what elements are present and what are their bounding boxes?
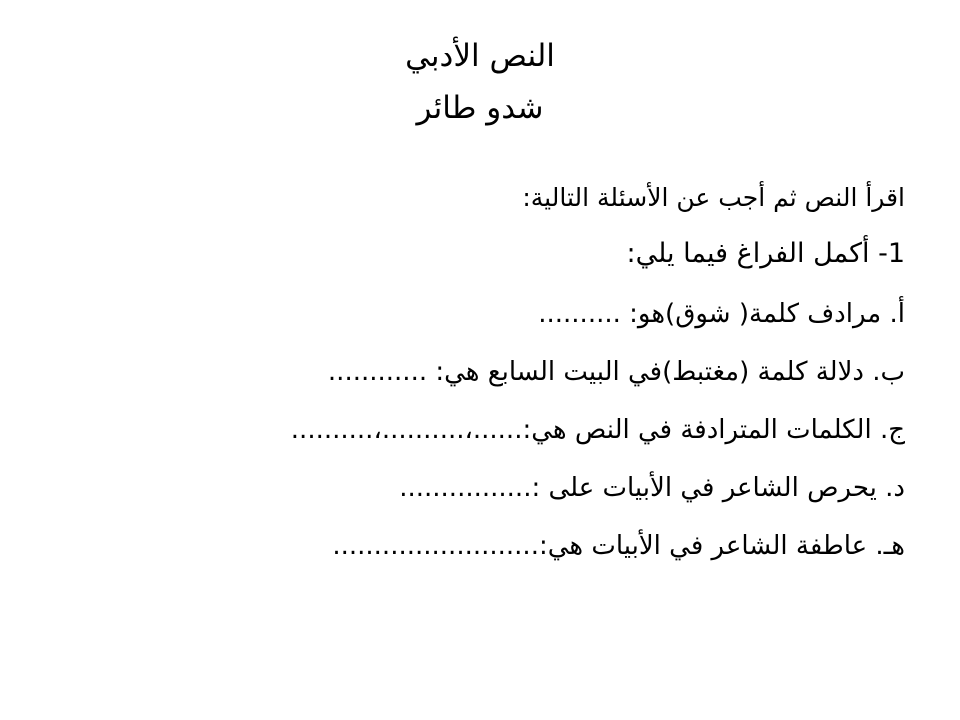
question-heading: 1- أكمل الفراغ فيما يلي: [626, 238, 905, 269]
slide-title: النص الأدبي [405, 38, 555, 74]
slide-content [55, 176, 905, 582]
title-block [180, 30, 780, 134]
fill-in-item-d: د. يحرص الشاعر في الأبيات على :................ [399, 473, 905, 503]
fill-in-item-c: ج. الكلمات المترادفة في النص هي:......،..........،.......... [290, 415, 905, 445]
instruction-text: اقرأ النص ثم أجب عن الأسئلة التالية: [522, 183, 905, 212]
slide-subtitle: شدو طائر [416, 90, 544, 126]
fill-in-item-e: هـ. عاطفة الشاعر في الأبيات هي:......................... [332, 531, 905, 561]
fill-in-item-a: أ. مرادف كلمة( شوق)هو: .......... [538, 299, 905, 329]
fill-in-item-b: ب. دلالة كلمة (مغتبط)في البيت السابع هي: ............ [327, 357, 905, 387]
